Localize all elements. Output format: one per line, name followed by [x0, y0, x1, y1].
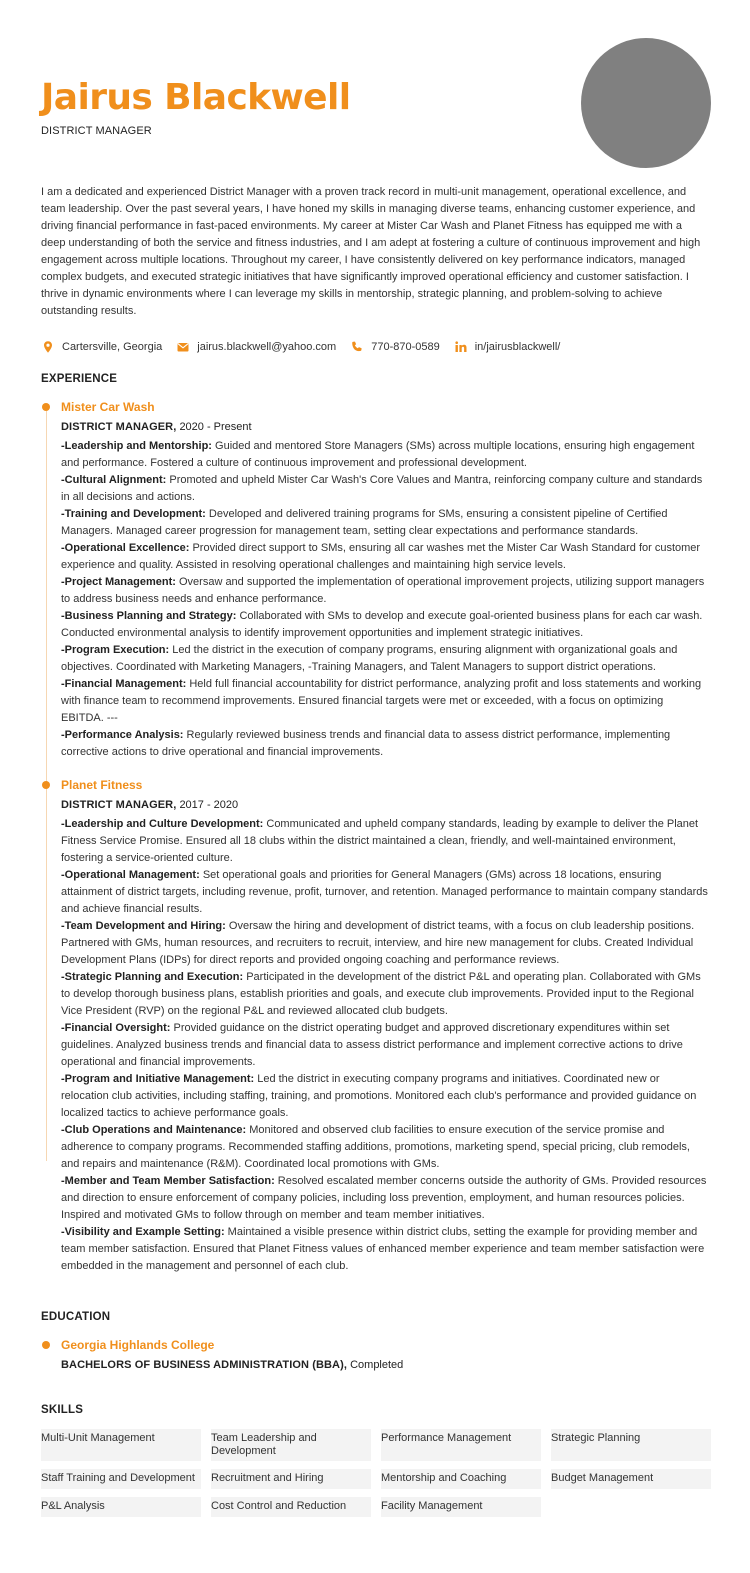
experience-heading: EXPERIENCE: [41, 373, 118, 385]
contact-bar: [41, 339, 709, 355]
candidate-name: Jairus Blackwell: [41, 77, 351, 118]
contact-phone[interactable]: [350, 340, 440, 354]
bullet-text: Led the district in the execution of company programs, ensuring alignment with organizational goals and objectives. Coordinated with Marketing Managers, -Training Managers, and Talent Managers to support district operations.: [61, 644, 678, 673]
skills-heading: SKILLS: [41, 1404, 84, 1416]
degree-line: [61, 1358, 709, 1373]
bullet-title: -Program and Initiative Management:: [61, 1073, 255, 1085]
skills-grid: [41, 1429, 711, 1517]
list-item: [61, 1173, 709, 1224]
list-item: [61, 438, 709, 472]
skill-tag: Strategic Planning: [551, 1429, 711, 1461]
bullet-title: -Project Management:: [61, 576, 176, 588]
job-bullets: [61, 816, 709, 1275]
summary-text: I am a dedicated and experienced District Manager with a proven track record in multi-unit management, operational excellence, and team leadership. Over the past several years, I have honed my skills in managing diverse teams, enhancing customer experience, and driving financial performance in fast-paced environments. My career at Mister Car Wash and Planet Fitness has equipped me with a deep understanding of both the service and fitness industries, and I am adept at fostering a culture of continuous improvement and high engagement across multiple locations. Throughout my career, I have consistently delivered on key performance indicators, managed complex budgets, and executed strategic initiatives that have significantly improved operational efficiency and customer satisfaction. I thrive in dynamic environments where I can leverage my skills in mentorship, strategic planning, and problem-solving to achieve outstanding results.: [41, 186, 701, 317]
list-item: [61, 816, 709, 867]
list-item: [61, 969, 709, 1020]
list-item: [61, 918, 709, 969]
list-item: [61, 1224, 709, 1275]
bullet-text: Participated in the development of the district P&L and operating plan. Collaborated with GMs to develop thorough business plans, establish priorities and goals, and execute club improvements. Provided input to the Regional Vice President (RVP) on the regional P&L and reviewed allocated club budgets.: [61, 971, 701, 1017]
list-item: [61, 506, 709, 540]
bullet-text: Led the district in executing company programs and initiatives. Coordinated new or relocation club activities, including staffing, training, and promotions. Monitored each club's performance and provided guidance on localized tactics to achieve performance goals.: [61, 1073, 697, 1119]
list-item: [61, 574, 709, 608]
skill-tag: Recruitment and Hiring: [211, 1469, 371, 1489]
education-heading: EDUCATION: [41, 1311, 111, 1323]
envelope-icon: [176, 340, 190, 354]
phone-text[interactable]: 770-870-0589: [371, 341, 440, 353]
list-item: [61, 642, 709, 676]
bullet-text: Communicated and upheld company standards, leading by example to deliver the Planet Fitness Service Promise. Ensured all 18 clubs within the district maintained a clean, friendly, and well-maintained environment, fostering a service-oriented culture.: [61, 818, 699, 864]
role-line: [61, 420, 709, 435]
bullet-title: -Team Development and Hiring:: [61, 920, 226, 932]
bullet-title: -Strategic Planning and Execution:: [61, 971, 244, 983]
bullet-title: -Financial Oversight:: [61, 1022, 171, 1034]
bullet-text: Maintained a visible presence within district clubs, setting the example for providing member and team member satisfaction. Ensured that Planet Fitness values of enhanced member experience and team member satisfaction were embedded in the management and personnel of each club.: [61, 1226, 705, 1272]
role-title: DISTRICT MANAGER,: [61, 421, 177, 433]
bullet-text: Held full financial accountability for district performance, analyzing profit and loss statements and working with finance team to recommend improvements. Ensured financial targets were met or exceeded, with a focus on optimizing EBITDA. ---: [61, 678, 702, 724]
bullet-title: -Financial Management:: [61, 678, 187, 690]
list-item: [61, 1020, 709, 1071]
linkedin-icon: [454, 340, 468, 354]
linkedin-link[interactable]: in/jairusblackwell/: [474, 341, 561, 353]
list-item: [61, 540, 709, 574]
role-line: [61, 798, 709, 813]
role-title: DISTRICT MANAGER,: [61, 799, 177, 811]
job-entry: [41, 777, 709, 1275]
skill-tag: Team Leadership and Development: [211, 1429, 371, 1461]
timeline-dot: [42, 781, 50, 789]
bullet-text: Set operational goals and priorities for General Managers (GMs) across 18 locations, ensuring attainment of district targets, including revenue, profit, turnover, and retention. Managed performance to maintain company standards and achieve financial results.: [61, 869, 708, 915]
role-dates: 2017 - 2020: [179, 799, 239, 811]
bullet-title: -Performance Analysis:: [61, 729, 184, 741]
contact-email[interactable]: [176, 340, 336, 354]
candidate-title: DISTRICT MANAGER: [41, 125, 152, 137]
bullet-title: -Operational Management:: [61, 869, 200, 881]
bullet-text: Oversaw and supported the implementation of operational improvement projects, utilizing support managers to address business needs and enhance performance.: [61, 576, 705, 605]
bullet-text: Guided and mentored Store Managers (SMs) across multiple locations, ensuring high engagement and performance. Fostered a culture of continuous improvement and professional development.: [61, 440, 695, 469]
experience-timeline: [41, 399, 709, 761]
location-text: Cartersville, Georgia: [62, 341, 163, 353]
timeline-dot: [42, 403, 50, 411]
bullet-title: -Leadership and Culture Development:: [61, 818, 264, 830]
company-name: Mister Car Wash: [61, 400, 155, 414]
bullet-text: Developed and delivered training programs for SMs, ensuring a consistent pipeline of Certified Managers. Managed career progression for management team, setting clear expectations and performance standards.: [61, 508, 668, 537]
contact-linkedin[interactable]: [454, 340, 561, 354]
company-name: Planet Fitness: [61, 778, 143, 792]
list-item: [61, 1071, 709, 1122]
job-entry: [41, 399, 709, 761]
skill-tag: Budget Management: [551, 1469, 711, 1489]
bullet-text: Monitored and observed club facilities to ensure execution of the service promise and adherence to company programs. Recommended staffing additions, promotions, marketing spend, special pricing, club remodels, and repairs and maintenance (R&M). Coordinated local promotions with GMs.: [61, 1124, 690, 1170]
contact-location: [41, 340, 162, 354]
phone-icon: [350, 340, 364, 354]
avatar: [581, 38, 711, 168]
bullet-text: Resolved escalated member concerns outside the authority of GMs. Provided resources and direction to ensure enforcement of company policies, including loss prevention, employment, and human resources policies. Inspired and motivated GMs to follow through on member and team member initiatives.: [61, 1175, 707, 1221]
role-dates: 2020 - Present: [179, 421, 252, 433]
bullet-title: -Leadership and Mentorship:: [61, 440, 212, 452]
bullet-text: Promoted and upheld Mister Car Wash's Core Values and Mantra, reinforcing company culture and standards in all decisions and actions.: [61, 474, 703, 503]
skill-tag: P&L Analysis: [41, 1497, 201, 1517]
bullet-text: Provided guidance on the district operating budget and approved discretionary expenditures within set guidelines. Analyzed business trends and financial data to assess district performance and implement corrective actions to drive operational and financial improvements.: [61, 1022, 683, 1068]
list-item: [61, 1122, 709, 1173]
education-entry: [41, 1337, 709, 1373]
skill-tag: Mentorship and Coaching: [381, 1469, 541, 1489]
bullet-title: -Operational Excellence:: [61, 542, 190, 554]
skill-tag: Cost Control and Reduction: [211, 1497, 371, 1517]
education-list: [41, 1337, 709, 1373]
skill-tag: Staff Training and Development: [41, 1469, 201, 1489]
list-item: [61, 867, 709, 918]
experience-timeline-2: [41, 777, 709, 1275]
bullet-title: -Program Execution:: [61, 644, 170, 656]
email-link[interactable]: jairus.blackwell@yahoo.com: [197, 341, 337, 353]
skill-tag: Facility Management: [381, 1497, 541, 1517]
list-item: [61, 472, 709, 506]
timeline-dot: [42, 1341, 50, 1349]
job-bullets: [61, 438, 709, 761]
degree-status: Completed: [350, 1359, 404, 1371]
bullet-title: -Visibility and Example Setting:: [61, 1226, 225, 1238]
degree-title: BACHELORS OF BUSINESS ADMINISTRATION (BBA),: [61, 1359, 348, 1371]
list-item: [61, 608, 709, 642]
bullet-title: -Cultural Alignment:: [61, 474, 167, 486]
map-pin-icon: [41, 340, 55, 354]
skill-tag: Multi-Unit Management: [41, 1429, 201, 1461]
bullet-text: Collaborated with SMs to develop and execute goal-oriented business plans for each car wash. Conducted environmental analysis to identify improvement opportunities and implement strategic initiatives.: [61, 610, 703, 639]
bullet-text: Regularly reviewed business trends and financial data to assess district performance, implementing corrective actions to drive operational and financial improvements.: [61, 729, 671, 758]
bullet-title: -Club Operations and Maintenance:: [61, 1124, 247, 1136]
list-item: [61, 727, 709, 761]
bullet-text: Oversaw the hiring and development of district teams, with a focus on club leadership positions. Partnered with GMs, human resources, and recruiters to recruit, interview, and hire new management for clubs. Created Individual Development Plans (IDPs) for direct reports and provided ongoing coaching and performance reviews.: [61, 920, 695, 966]
bullet-title: -Business Planning and Strategy:: [61, 610, 237, 622]
bullet-text: Provided direct support to SMs, ensuring all car washes met the Mister Car Wash Standard for customer experience and quality. Assisted in resolving operational challenges and maintaining high service levels.: [61, 542, 701, 571]
bullet-title: -Member and Team Member Satisfaction:: [61, 1175, 275, 1187]
skill-tag: Performance Management: [381, 1429, 541, 1461]
bullet-title: -Training and Development:: [61, 508, 206, 520]
school-name: Georgia Highlands College: [61, 1338, 215, 1352]
list-item: [61, 676, 709, 727]
